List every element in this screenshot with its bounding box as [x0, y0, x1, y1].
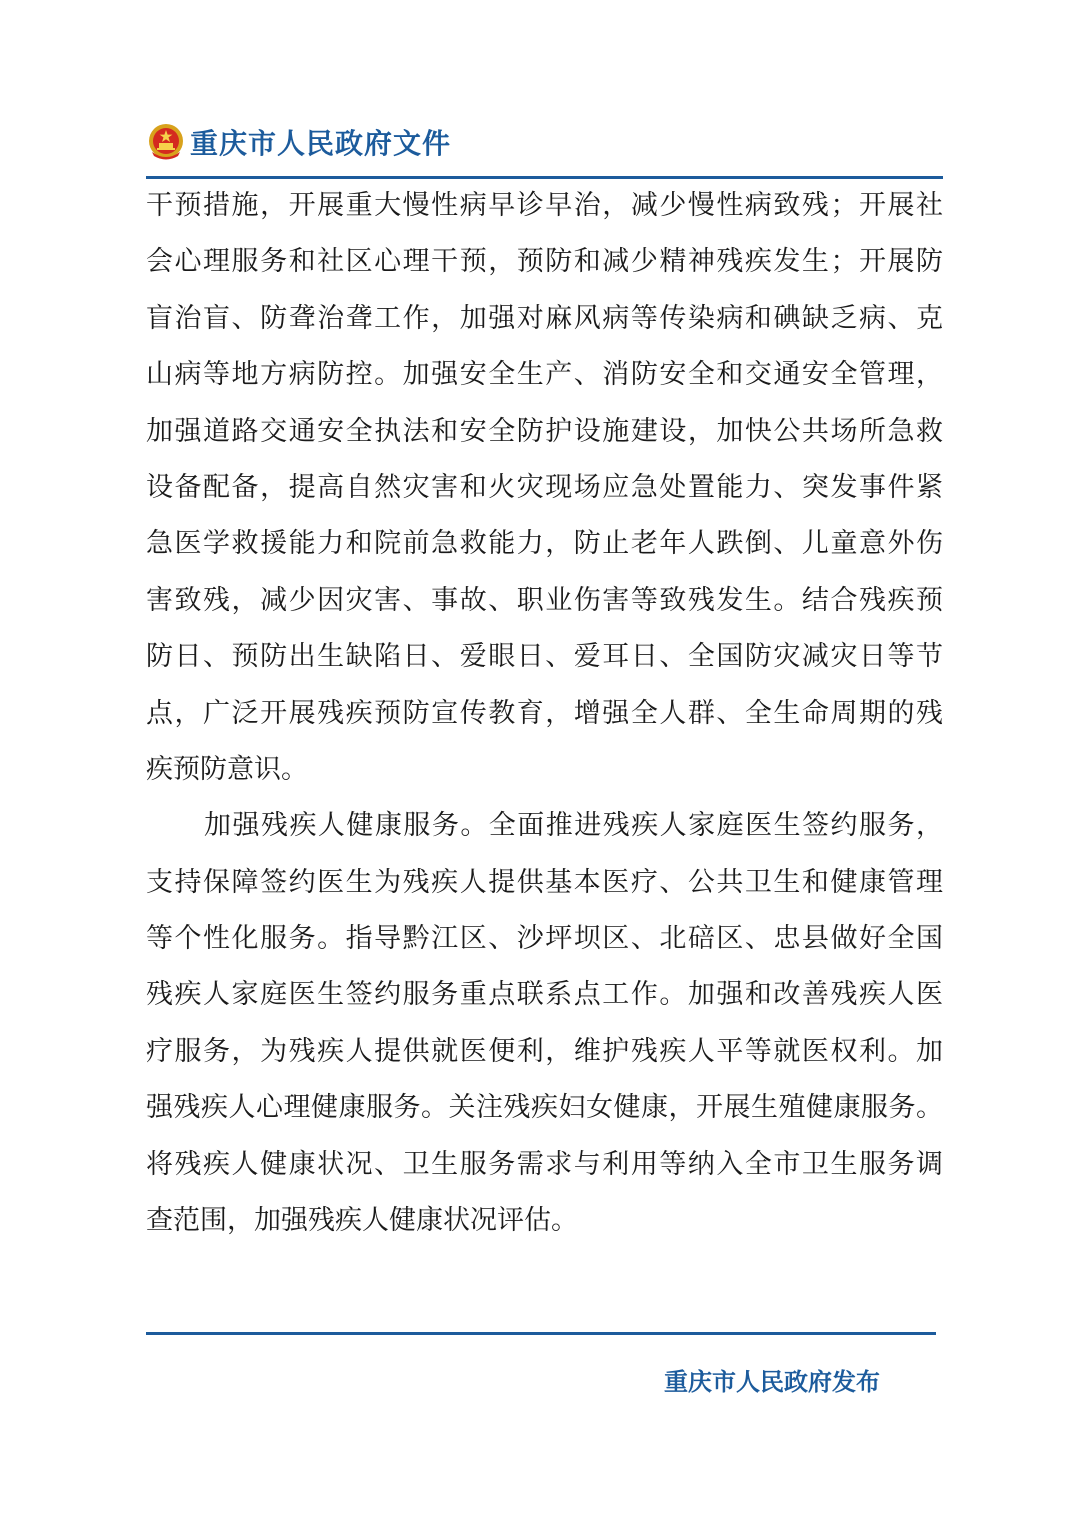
text-line: 将残疾人健康状况、卫生服务需求与利用等纳入全市卫生服务调 [146, 1148, 943, 1180]
text-line: 加强残疾人健康服务。全面推进残疾人家庭医生签约服务， [204, 810, 943, 842]
text-line: 等个性化服务。指导黔江区、沙坪坝区、北碚区、忠县做好全国 [146, 923, 943, 955]
text-line: 支持保障签约医生为残疾人提供基本医疗、公共卫生和健康管理 [146, 866, 943, 898]
text-line: 疾预防意识。 [146, 753, 308, 785]
text-line: 会心理服务和社区心理干预，预防和减少精神残疾发生；开展防 [146, 246, 943, 278]
paragraph [146, 798, 943, 1249]
document-header [146, 118, 451, 166]
text-line: 防日、预防出生缺陷日、爱眼日、爱耳日、全国防灾减灾日等节 [146, 641, 943, 673]
text-line: 害致残，减少因灾害、事故、职业伤害等致残发生。结合残疾预 [146, 584, 943, 616]
text-line: 残疾人家庭医生签约服务重点联系点工作。加强和改善残疾人医 [146, 979, 943, 1011]
text-line: 疗服务，为残疾人提供就医便利，维护残疾人平等就医权利。加 [146, 1035, 943, 1067]
paragraph [146, 178, 943, 798]
footer-divider [146, 1332, 936, 1335]
document-body [146, 178, 943, 1249]
text-line: 查范围，加强残疾人健康状况评估。 [146, 1205, 578, 1237]
footer-publisher: 重庆市人民政府发布 [664, 1368, 880, 1396]
national-emblem-icon [146, 122, 186, 162]
text-line: 干预措施，开展重大慢性病早诊早治，减少慢性病致残；开展社 [146, 190, 943, 221]
text-line: 点，广泛开展残疾预防宣传教育，增强全人群、全生命周期的残 [146, 697, 943, 729]
text-line: 强残疾人心理健康服务。关注残疾妇女健康，开展生殖健康服务。 [146, 1092, 943, 1124]
header-title: 重庆市人民政府文件 [190, 127, 452, 160]
text-line: 急医学救援能力和院前急救能力，防止老年人跌倒、儿童意外伤 [146, 528, 943, 560]
text-line: 盲治盲、防聋治聋工作，加强对麻风病等传染病和碘缺乏病、克 [146, 302, 943, 334]
text-line: 设备配备，提高自然灾害和火灾现场应急处置能力、突发事件紧 [146, 471, 943, 503]
text-line: 山病等地方病防控。加强安全生产、消防安全和交通安全管理， [146, 359, 943, 391]
text-line: 加强道路交通安全执法和安全防护设施建设，加快公共场所急救 [146, 415, 943, 447]
